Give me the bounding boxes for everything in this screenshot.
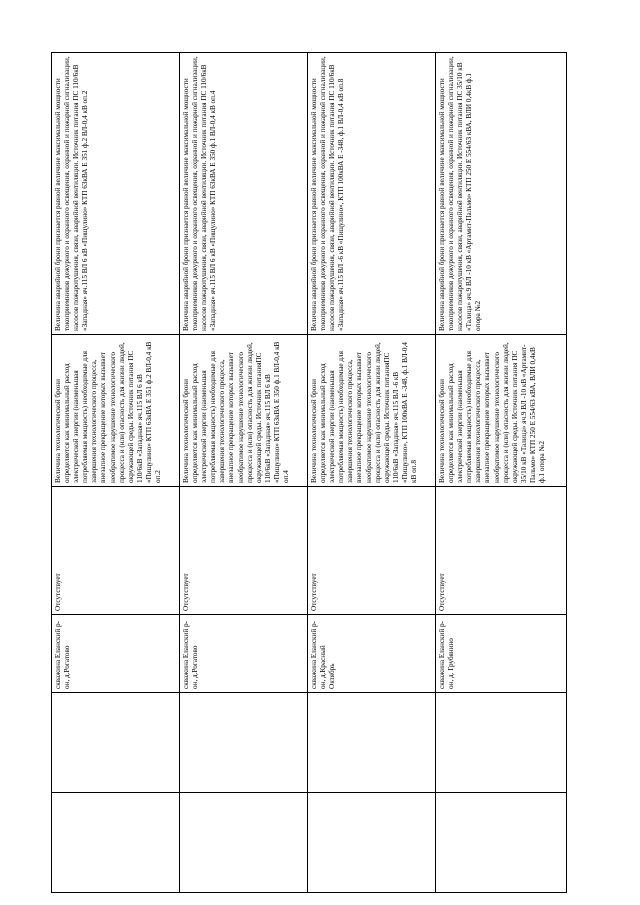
tech-bron-cell: Величина технологической брони определяется как минимальный расход электрической энергии (наименьшая потребляемая мощность) необходимые для завершения технологического процесса, внезапное прекращение которых вызывает необратимое нарушение технологического процесса и (или) опасность для жизни людей, окружающей среды. Источник питанияПС 110/6кВ «Западная» яч.115 ВЛ -6 кВ «Пищулино», КТП 100кВА Е -348, ф.1 ВЛ-0,4 кВ оп.8 [308,335,436,487]
table-row [180,53,308,893]
table-row [52,53,180,893]
table-row [308,53,436,893]
blank-cell [180,793,308,893]
tech-bron-cell: Величина технологической брони определяется как минимальный расход электрической энергии (наименьшая потребляемая мощность) необходимые для завершения технологического процесса, внезапное прекращение которых вызывает необратимое нарушение технологического процесса и (или) опасность для жизни людей, окружающей среды. Источник питанияПС 110/6кВ «Западная» яч.115 ВЛ 6 кВ «Пищулино» КТП 63кВА Е 350 ф.1 ВЛ-0,4 кВ оп.4 [180,335,308,487]
table-row [436,53,567,893]
tech-bron-cell: Величина технологической брони определяется как минимальный расход электрической энергии (наименьшая потребляемая мощность) необходимые для завершения технологического процесса, внезапное прекращение которых вызывает необратимое нарушение технологического процесса и (или) опасность для жизни людей, окружающей среды. Источник питания ПС 35/10 кВ «Талица» яч.9 ВЛ -10 кВ «Артамит-Пальмо» КТП 250 Е 554/63 кВА, ВЛИ 0,4кВ ф.1 опора №2 [436,335,567,487]
blank-cell [308,793,436,893]
blank-cell [436,793,567,893]
avar-bron-cell: Величина аварийной брони признается равной величине максимальной мощности токоприемников дежурного и охранного освещения, охранной и пожарной сигнализации, насосов пожаротушения, связи, аварийной вентиляции. Источник питания ПС 35/10 кВ «Талица» яч.9 ВЛ -10 кВ «Артамит-Пальмо» КТП 250 Е 554/63 кВА, ВЛИ 0,4кВ ф.1 опора №2 [436,53,567,335]
object-cell: скважина Еланский р-он, д.Рогатово [180,615,308,693]
object-cell: скважина Еланский р-он, д.Красный Октябрь [308,615,436,693]
avar-bron-cell: Величина аварийной брони признается равной величине максимальной мощности токоприемников дежурного и охранного освещения, охранной и пожарной сигнализации, насосов пожаротушения, связи, аварийной вентиляции. Источник питания ПС 110/6кВ «Западная» яч.115 ВЛ 6 кВ «Пищулино» КТП 63кВА Е 350 ф.1 ВЛ-0,4 кВ оп.4 [180,53,308,335]
blank-cell [308,693,436,793]
object-cell: скважина Еланский р-он, д.Рогатово [52,615,180,693]
avar-bron-cell: Величина аварийной брони признается равной величине максимальной мощности токоприемников дежурного и охранного освещения, охранной и пожарной сигнализации, насосов пожаротушения, связи, аварийной вентиляции. Источник питания ПС 110/6кВ «Западная» яч.115 ВЛ 6 кВ «Пищулино» КТП 63кВА Е 351 ф.2 ВЛ-0,4 кВ оп.2 [52,53,180,335]
status-cell: Отсутствует [308,487,436,615]
status-cell: Отсутствует [52,487,180,615]
status-cell: Отсутствует [436,487,567,615]
rotated-page [51,13,566,893]
blank-cell [436,693,567,793]
object-cell: скважина Еланский р-он, д. Грубянино [436,615,567,693]
status-cell: Отсутствует [180,487,308,615]
tech-bron-cell: Величина технологической брони определяется как минимальный расход электрической энергии (наименьшая потребляемая мощность) необходимые для завершения технологического процесса, внезапное прекращение которых вызывает необратимое нарушение технологического процесса и (или) опасность для жизни людей, окружающей среды. Источник питания ПС 110/6кВ «Западная» яч.115 ВЛ 6 кВ «Пищулино» КТП 63кВА Е 351 ф.2 ВЛ-0,4 кВ оп.2 [52,335,180,487]
blank-cell [52,693,180,793]
reservation-table [51,52,567,893]
avar-bron-cell: Величина аварийной брони признается равной величине максимальной мощности токоприемников дежурного и охранного освещения, охранной и пожарной сигнализации, насосов пожаротушения, связи, аварийной вентиляции. Источник питания ПС 110/6кВ «Западная» яч.115 ВЛ -6 кВ «Пищулино», КТП 100кВА Е -348, ф.1 ВЛ-0,4 кВ оп.8 [308,53,436,335]
blank-cell [180,693,308,793]
blank-cell [52,793,180,893]
